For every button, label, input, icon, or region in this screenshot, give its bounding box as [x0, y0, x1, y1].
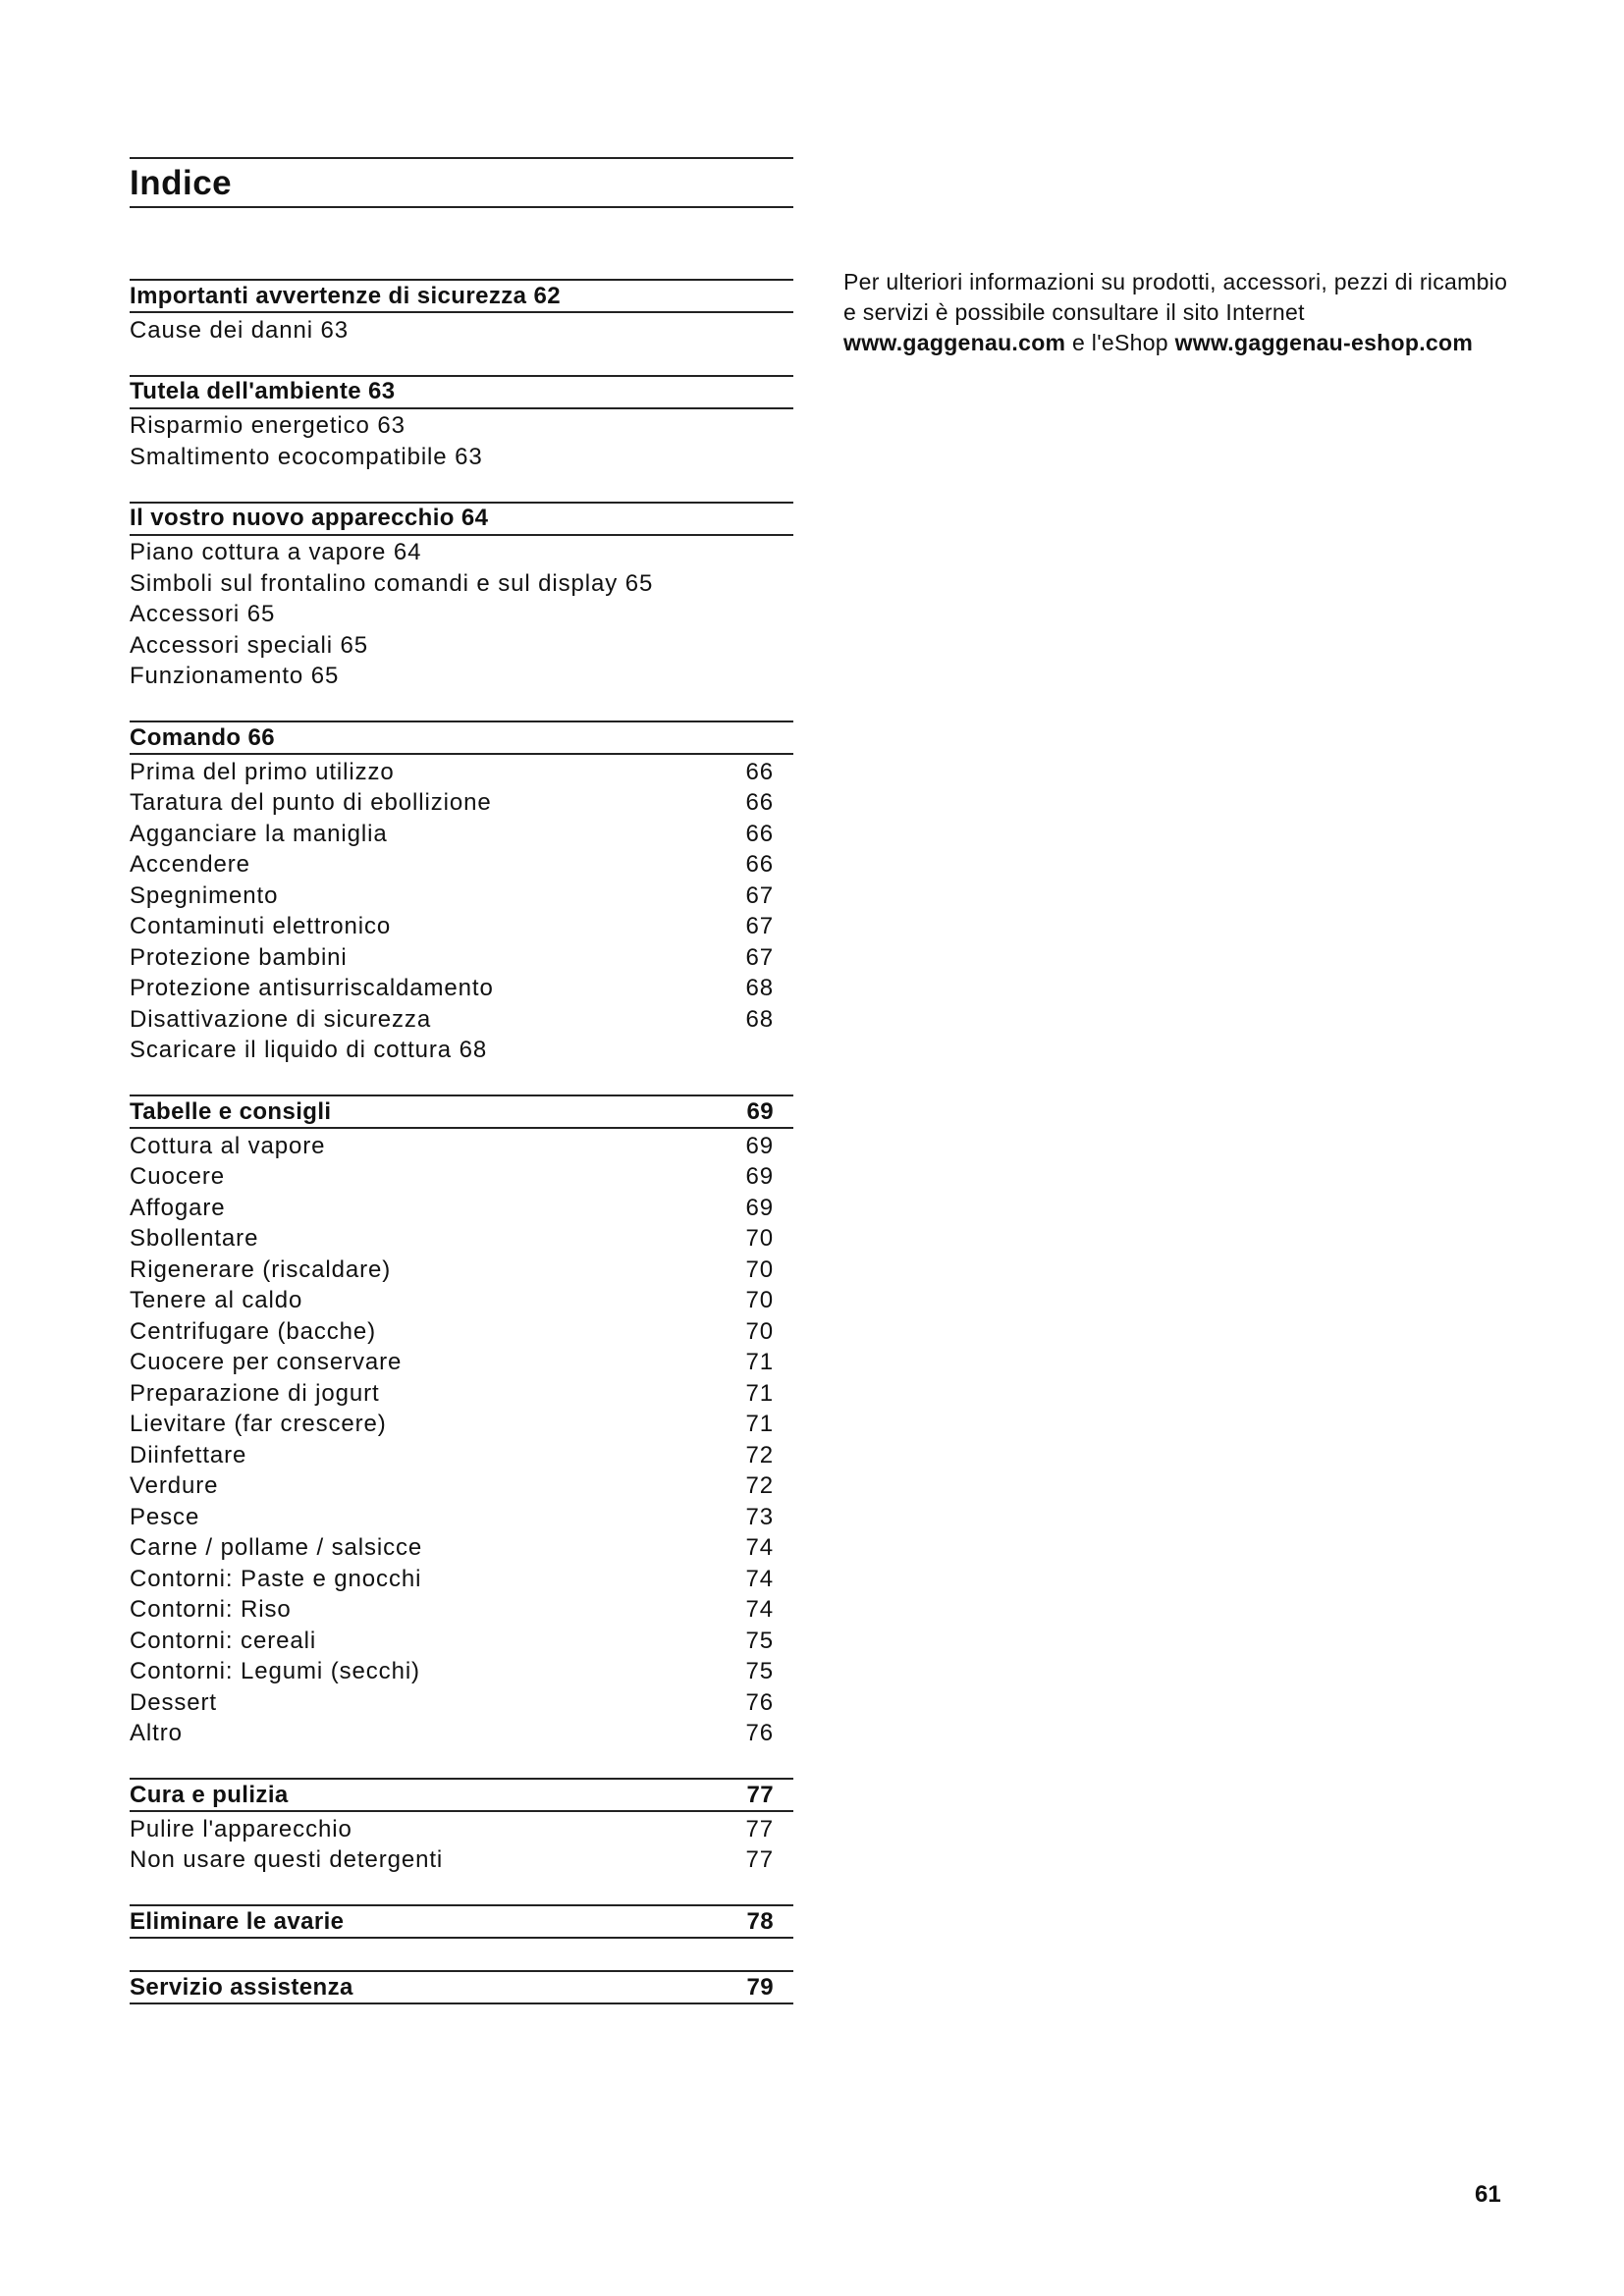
toc-item-label: Smaltimento ecocompatibile 63: [130, 443, 483, 470]
toc-item-page: 74: [745, 1534, 774, 1562]
toc-item-page: 70: [745, 1287, 774, 1314]
toc-item-label: Centrifugare (bacche): [130, 1317, 377, 1345]
toc-item[interactable]: [130, 568, 793, 600]
toc-heading-label: Il vostro nuovo apparecchio 64: [130, 505, 489, 531]
toc-item-page: 70: [745, 1317, 774, 1345]
toc-item-label: Taratura del punto di ebollizione: [130, 789, 492, 817]
toc-item-label: Non usare questi detergenti: [130, 1846, 444, 1874]
toc-item[interactable]: [130, 974, 793, 1005]
toc-item-page: 77: [745, 1815, 774, 1842]
toc-item-page: 76: [745, 1688, 774, 1716]
toc-heading-label: Servizio assistenza: [130, 1973, 353, 2001]
toc-item-page: 68: [745, 975, 774, 1002]
toc-item[interactable]: [130, 1255, 793, 1286]
toc-item-label: Contaminuti elettronico: [130, 913, 392, 940]
toc-section-heading[interactable]: [130, 375, 793, 409]
toc-item[interactable]: [130, 1687, 793, 1719]
toc-item-page: 69: [745, 1194, 774, 1221]
toc-item-label: Accessori 65: [130, 601, 276, 628]
toc-heading-label: Tutela dell'ambiente 63: [130, 378, 396, 404]
toc-item-list: [130, 313, 793, 347]
toc-section: [130, 1778, 793, 1876]
toc-item-list: [130, 1812, 793, 1876]
toc-item[interactable]: [130, 1595, 793, 1627]
toc-section: [130, 1970, 793, 2004]
toc-heading-page: 79: [746, 1973, 774, 2001]
toc-item-label: Diinfettare: [130, 1441, 247, 1468]
toc-item[interactable]: [130, 1657, 793, 1688]
toc-heading-label: Eliminare le avarie: [130, 1907, 345, 1935]
toc-item-label: Protezione antisurriscaldamento: [130, 975, 494, 1002]
toc-item[interactable]: [130, 912, 793, 943]
toc-item-label: Protezione bambini: [130, 943, 348, 971]
toc-item-page: 67: [745, 881, 774, 909]
toc-item[interactable]: [130, 1004, 793, 1036]
toc-item[interactable]: [130, 1348, 793, 1379]
toc-item-page: 71: [745, 1411, 774, 1438]
page-number: 61: [1475, 2181, 1501, 2208]
toc-item-label: Cuocere: [130, 1163, 226, 1191]
eshop-link[interactable]: www.gaggenau-eshop.com: [1174, 330, 1474, 355]
toc-item-page: 69: [745, 1163, 774, 1191]
toc-item-list: [130, 1129, 793, 1749]
toc-section-heading[interactable]: [130, 1970, 793, 2004]
toc-item[interactable]: [130, 411, 793, 443]
toc-section-heading[interactable]: [130, 1778, 793, 1812]
toc-item-label: Cuocere per conservare: [130, 1349, 403, 1376]
toc-item[interactable]: [130, 850, 793, 881]
toc-section: [130, 1904, 793, 1939]
toc-item[interactable]: [130, 600, 793, 631]
toc-item-page: 72: [745, 1441, 774, 1468]
toc-item-page: 67: [745, 943, 774, 971]
toc-item[interactable]: [130, 538, 793, 569]
toc-item-list: [130, 536, 793, 693]
toc-item[interactable]: [130, 1719, 793, 1750]
toc-item-page: 71: [745, 1349, 774, 1376]
toc-item[interactable]: [130, 662, 793, 693]
toc-item-page: 75: [745, 1658, 774, 1685]
toc-item[interactable]: [130, 788, 793, 820]
table-of-contents: [130, 279, 793, 2033]
toc-item-page: 66: [745, 789, 774, 817]
toc-section: [130, 279, 793, 347]
toc-item[interactable]: [130, 1162, 793, 1194]
toc-item[interactable]: [130, 1533, 793, 1565]
toc-item-page: 70: [745, 1225, 774, 1253]
toc-item-label: Pulire l'apparecchio: [130, 1815, 352, 1842]
toc-item-page: 74: [745, 1596, 774, 1624]
toc-item-label: Accessori speciali 65: [130, 631, 368, 659]
toc-item-label: Affogare: [130, 1194, 226, 1221]
toc-heading-label: Tabelle e consigli: [130, 1097, 332, 1125]
toc-item-label: Agganciare la maniglia: [130, 820, 388, 847]
toc-item-page: 72: [745, 1472, 774, 1500]
toc-item-label: Dessert: [130, 1688, 217, 1716]
toc-item-label: Pesce: [130, 1503, 200, 1530]
toc-item[interactable]: [130, 942, 793, 974]
toc-item-label: Piano cottura a vapore 64: [130, 539, 422, 566]
toc-item-label: Contorni: Paste e gnocchi: [130, 1565, 422, 1592]
toc-item[interactable]: [130, 1626, 793, 1657]
toc-item[interactable]: [130, 819, 793, 850]
toc-item[interactable]: [130, 881, 793, 912]
toc-item-label: Simboli sul frontalino comandi e sul display 65: [130, 569, 654, 597]
toc-item[interactable]: [130, 442, 793, 473]
toc-item-label: Funzionamento 65: [130, 663, 340, 690]
toc-section-heading[interactable]: [130, 502, 793, 536]
toc-item-page: 75: [745, 1627, 774, 1654]
toc-item-label: Preparazione di jogurt: [130, 1379, 380, 1407]
toc-item-label: Altro: [130, 1720, 183, 1747]
info-note: [843, 267, 1511, 358]
toc-item-label: Cause dei danni 63: [130, 316, 350, 344]
toc-item[interactable]: [130, 1410, 793, 1441]
toc-section: [130, 375, 793, 473]
toc-heading-page: 77: [746, 1781, 774, 1808]
toc-item-list: [130, 755, 793, 1066]
toc-item-page: 67: [745, 913, 774, 940]
toc-item[interactable]: [130, 1316, 793, 1348]
toc-item[interactable]: [130, 757, 793, 788]
toc-item-label: Accendere: [130, 851, 250, 879]
toc-item-label: Cottura al vapore: [130, 1132, 326, 1159]
info-text-1: Per ulteriori informazioni su prodotti, accessori, pezzi di ricambio e servizi è possibile consultare il sito Internet: [843, 269, 1508, 325]
toc-item-page: 69: [745, 1132, 774, 1159]
toc-item-label: Risparmio energetico 63: [130, 412, 406, 440]
toc-item-page: 77: [745, 1846, 774, 1874]
toc-item[interactable]: [130, 630, 793, 662]
website-link[interactable]: www.gaggenau.com: [843, 330, 1066, 355]
toc-item-label: Sbollentare: [130, 1225, 259, 1253]
toc-item-label: Contorni: cereali: [130, 1627, 317, 1654]
toc-item-page: 66: [745, 758, 774, 785]
toc-item[interactable]: [130, 1564, 793, 1595]
toc-item-page: 70: [745, 1255, 774, 1283]
toc-item[interactable]: [130, 1502, 793, 1533]
toc-heading-label: Importanti avvertenze di sicurezza 62: [130, 282, 561, 309]
toc-item-label: Tenere al caldo: [130, 1287, 303, 1314]
toc-item[interactable]: [130, 1440, 793, 1471]
title-block: [130, 157, 793, 208]
toc-section: [130, 1095, 793, 1749]
toc-heading-page: 78: [746, 1907, 774, 1935]
toc-heading-label: Comando 66: [130, 723, 276, 751]
toc-item[interactable]: [130, 1224, 793, 1255]
toc-item[interactable]: [130, 1193, 793, 1224]
toc-item-page: 66: [745, 851, 774, 879]
toc-item[interactable]: [130, 1471, 793, 1503]
toc-item-page: 68: [745, 1005, 774, 1033]
toc-item-list: [130, 409, 793, 473]
page-title: Indice: [130, 164, 233, 202]
toc-item-page: 74: [745, 1565, 774, 1592]
toc-heading-label: Cura e pulizia: [130, 1781, 289, 1808]
toc-section-heading[interactable]: [130, 279, 793, 313]
toc-item-label: Carne / pollame / salsicce: [130, 1534, 423, 1562]
toc-item[interactable]: [130, 315, 793, 347]
toc-item-page: 66: [745, 820, 774, 847]
toc-section: [130, 721, 793, 1066]
toc-section-heading[interactable]: [130, 1904, 793, 1939]
toc-section-heading[interactable]: [130, 721, 793, 755]
toc-section-heading[interactable]: [130, 1095, 793, 1129]
toc-item-page: 73: [745, 1503, 774, 1530]
toc-item-label: Verdure: [130, 1472, 219, 1500]
toc-item[interactable]: [130, 1378, 793, 1410]
toc-item-label: Contorni: Riso: [130, 1596, 292, 1624]
toc-item-label: Scaricare il liquido di cottura 68: [130, 1037, 488, 1064]
toc-item[interactable]: [130, 1814, 793, 1845]
info-text-2: e l'eShop: [1065, 330, 1175, 355]
toc-item[interactable]: [130, 1036, 793, 1067]
toc-item-label: Contorni: Legumi (secchi): [130, 1658, 420, 1685]
toc-item-label: Lievitare (far crescere): [130, 1411, 387, 1438]
toc-item-page: 71: [745, 1379, 774, 1407]
toc-section: [130, 502, 793, 693]
toc-item[interactable]: [130, 1131, 793, 1162]
toc-heading-page: 69: [746, 1097, 774, 1125]
toc-item-label: Disattivazione di sicurezza: [130, 1005, 432, 1033]
toc-item-label: Spegnimento: [130, 881, 279, 909]
toc-item[interactable]: [130, 1845, 793, 1877]
toc-item-label: Rigenerare (riscaldare): [130, 1255, 392, 1283]
toc-item[interactable]: [130, 1286, 793, 1317]
toc-item-page: 76: [745, 1720, 774, 1747]
toc-item-label: Prima del primo utilizzo: [130, 758, 395, 785]
